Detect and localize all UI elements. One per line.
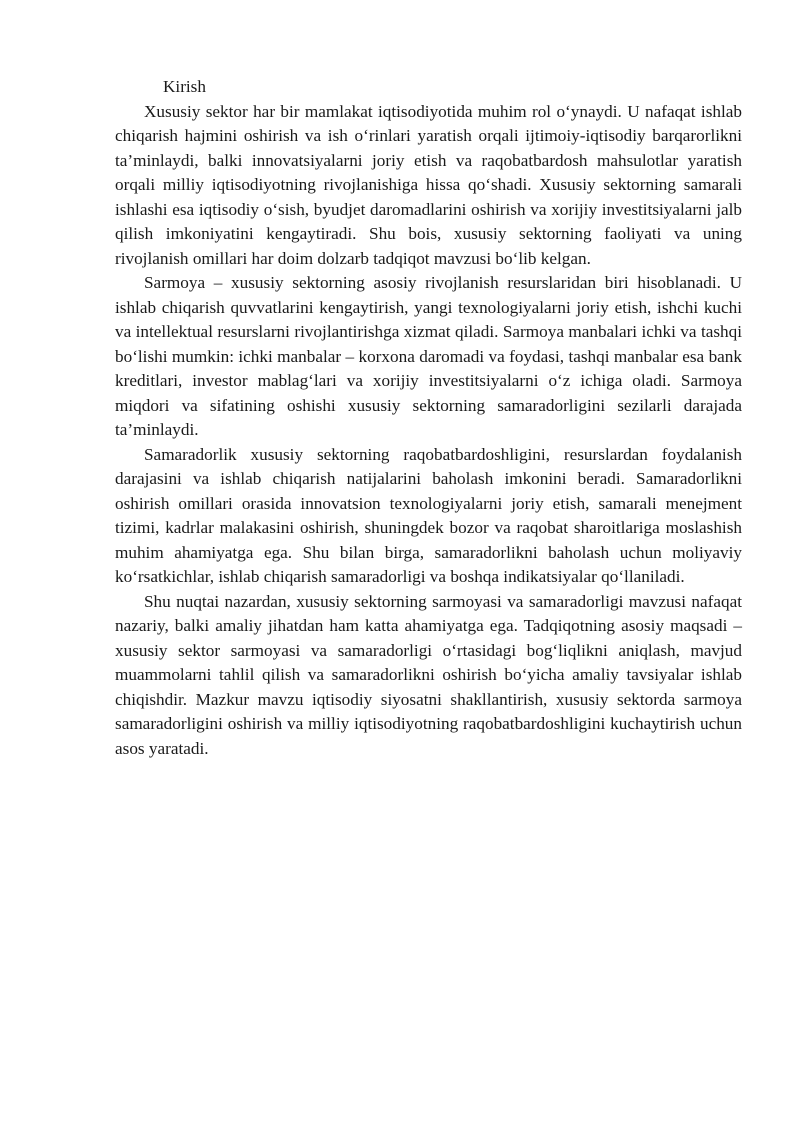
paragraph-1: Xususiy sektor har bir mamlakat iqtisodiyotida muhim rol o‘ynaydi. U nafaqat ishlab chiqarish hajmini oshirish va ish o‘rinlari yaratish orqali ijtimoiy-iqtisodiy barqarorlikni ta’minlaydi, balki innovatsiyalarni joriy etish va raqobatbardosh mahsulotlar yaratish orqali milliy iqtisodiyotning rivojlanishiga hissa qo‘shadi. Xususiy sektorning samarali ishlashi esa iqtisodiy o‘sish, byudjet daromadlarini oshirish va xorijiy investitsiyalarni jalb qilish imkoniyatini kengaytiradi. Shu bois, xususiy sektorning faoliyati va uning rivojlanish omillari har doim dolzarb tadqiqot mavzusi bo‘lib kelgan. <box>115 101 742 268</box>
paragraph-3: Samaradorlik xususiy sektorning raqobatbardoshligini, resurslardan foydalanish darajasini va ishlab chiqarish natijalarini baholash imkonini beradi. Samaradorlikni oshirish omillari orasida innovatsion texnologiyalarni joriy etish, samarali menejment tizimi, kadrlar malakasini oshirish, shuningdek bozor va raqobat sharoitlariga moslashish muhim ahamiyatga ega. Shu bilan birga, samaradorlikni baholash uchun moliyaviy ko‘rsatkichlar, ishlab chiqarish samaradorligi va boshqa indikatsiyalar qo‘llaniladi. <box>115 444 742 586</box>
document-body <box>115 75 742 761</box>
paragraph-2: Sarmoya – xususiy sektorning asosiy rivojlanish resurslaridan biri hisoblanadi. U ishlab chiqarish quvvatlarini kengaytirish, yangi texnologiyalarni joriy etish, ishchi kuchi va intellektual resurslarni rivojlantirishga xizmat qiladi. Sarmoya manbalari ichki va tashqi bo‘lishi mumkin: ichki manbalar – korxona daromadi va foydasi, tashqi manbalar esa bank kreditlari, investor mablag‘lari va xorijiy investitsiyalarni o‘z ichiga oladi. Sarmoya miqdori va sifatining oshishi xususiy sektorning samaradorligini sezilarli darajada ta’minlaydi. <box>115 273 742 439</box>
paragraph-4: Shu nuqtai nazardan, xususiy sektorning sarmoyasi va samaradorligi mavzusi nafaqat nazariy, balki amaliy jihatdan ham katta ahamiyatga ega. Tadqiqotning asosiy maqsadi – xususiy sektor sarmoyasi va samaradorligi o‘rtasidagi bog‘liqlikni aniqlash, mavjud muammolarni tahlil qilish va samaradorlikni oshirish bo‘yicha amaliy tavsiyalar ishlab chiqishdir. Mazkur mavzu iqtisodiy siyosatni shakllantirish, xususiy sektorda sarmoya samaradorligini oshirish va milliy iqtisodiyotning raqobatbardoshligini kuchaytirish uchun asos yaratadi. <box>115 591 742 758</box>
section-heading: Kirish <box>163 77 206 96</box>
